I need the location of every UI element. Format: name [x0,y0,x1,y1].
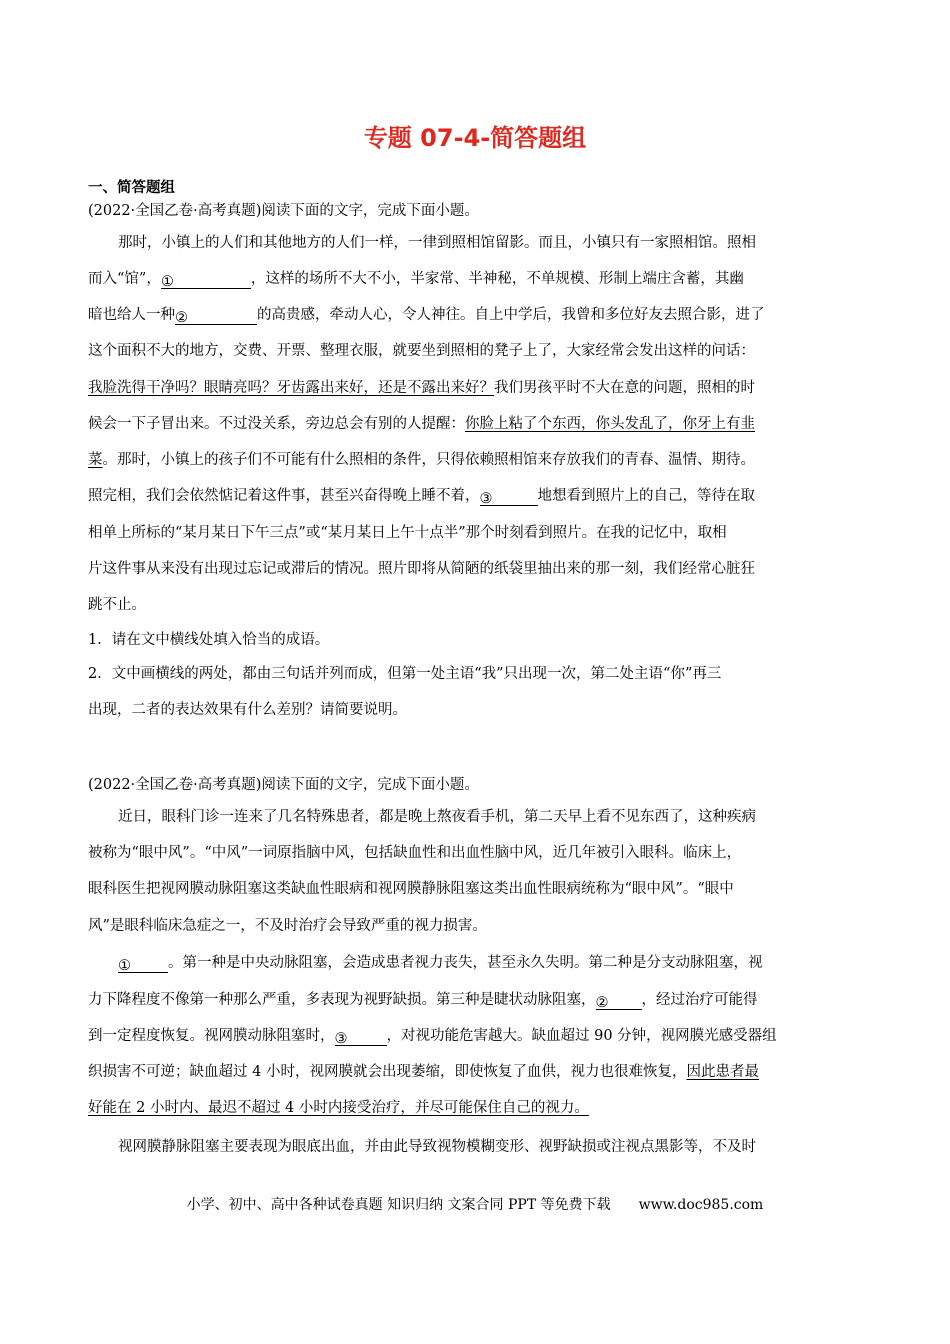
page-title: 专题 07-4-简答题组 [363,124,587,152]
answer-blank [118,956,168,973]
answer-blank [335,1029,387,1046]
underlined-text: 因此患者最 [686,1064,759,1080]
q1-paragraph-line: 这个面积不大的地方，交费、开票、整理衣服，就要坐到照相的凳子上了，大家经常会发出这样的问话： [88,343,755,359]
underlined-text: 你脸上粘了个东西，你头发乱了，你牙上有韭 [465,416,755,432]
text-segment: 而入“馆”， [88,271,161,287]
section-heading: 一、简答题组 [88,180,175,196]
text-segment: ，对视功能危害越大。缺血超过 90 分钟，视网膜光感受器组 [386,1028,777,1044]
q2-paragraph-line: 被称为“眼中风”。“中风”一词原指脑中风，包括缺血性和出血性脑中风，近几年被引入眼科。临床上， [88,845,742,861]
q2-paragraph-line [118,953,763,973]
text-segment: 地想看到照片上的自己，等待在取 [537,488,755,504]
footer-url[interactable]: www.doc985.com [638,1197,764,1213]
text-segment: 我们男孩平时不大在意的问题，照相的时 [494,380,755,396]
text-segment: ，经过治疗可能得 [641,992,758,1008]
q1-paragraph-line [88,414,755,434]
q1-paragraph-line: 跳不止。 [88,597,146,613]
blank-number: ③ [334,1031,348,1047]
underlined-text: 我脸洗得干净吗？眼睛亮吗？牙齿露出来好，还是不露出来好？ [88,380,494,396]
q1-paragraph-line [88,378,755,398]
text-segment: 到一定程度恢复。视网膜动脉阻塞时， [88,1028,335,1044]
q1-paragraph-line [88,305,765,325]
question-item-2-continued: 出现，二者的表达效果有什么差别？请简要说明。 [88,702,407,718]
text-segment: 的高贵感，牵动人心，令人神往。自上中学后，我曾和多位好友去照合影，进了 [257,307,765,323]
footer-text: 小学、初中、高中各种试卷真题 知识归纳 文案合同 PPT 等免费下载 [186,1197,611,1213]
answer-blank [175,308,257,325]
blank-number: ③ [479,491,493,507]
question-item-1: 1．请在文中横线处填入恰当的成语。 [88,632,330,648]
q2-paragraph-line [88,1026,777,1046]
q2-paragraph-line: 风”是眼科临床急症之一，不及时治疗会导致严重的视力损害。 [88,918,487,934]
text-segment: 。第一种是中央动脉阻塞，会造成患者视力丧失，甚至永久失明。第二种是分支动脉阻塞，视 [168,955,763,971]
q1-paragraph-line: 相单上所标的“某月某日下午三点”或“某月某日上午十点半”那个时刻看到照片。在我的记忆中，取相 [88,525,727,541]
q1-source: (2022·全国乙卷·高考真题)阅读下面的文字，完成下面小题。 [88,203,479,219]
blank-number: ① [160,274,174,290]
text-segment: 织损害不可逆；缺血超过 4 小时，视网膜就会出现萎缩，即使恢复了血供，视力也很难恢复， [88,1064,687,1080]
answer-blank [596,993,642,1010]
text-segment: ，这样的场所不大不小，半家常、半神秘，不单规模、形制上端庄含蓄，其幽 [250,271,744,287]
q2-paragraph-line: 视网膜静脉阻塞主要表现为眼底出血，并由此导致视物模糊变形、视野缺损或注视点黑影等，不及时 [118,1139,756,1155]
q2-paragraph-line [88,990,758,1010]
text-segment: 照完相，我们会依然惦记着这件事，甚至兴奋得晚上睡不着， [88,488,480,504]
q2-paragraph-line [88,1062,759,1082]
blank-number: ① [118,958,131,974]
underlined-text: 菜 [88,452,103,468]
q1-paragraph-line [88,486,755,506]
q1-paragraph-line: 片这件事从来没有出现过忘记或滞后的情况。照片即将从简陋的纸袋里抽出来的那一刻，我们经常心脏狂 [88,561,755,577]
page-footer [0,1194,950,1214]
q2-source: (2022·全国乙卷·高考真题)阅读下面的文字，完成下面小题。 [88,777,479,793]
q2-paragraph-line: 近日，眼科门诊一连来了几名特殊患者，都是晚上熬夜看手机，第二天早上看不见东西了，这种疾病 [118,809,756,825]
blank-number: ② [595,995,609,1011]
q1-paragraph-line [88,450,755,470]
q2-paragraph-line: 眼科医生把视网膜动脉阻塞这类缺血性眼病和视网膜静脉阻塞这类出血性眼病统称为“眼中风”。“眼中 [88,881,734,897]
underlined-text: 好能在 2 小时内、最迟不超过 4 小时内接受治疗，并尽可能保住自己的视力。 [88,1100,589,1116]
q1-paragraph-line [88,269,744,289]
question-item-2: 2．文中画横线的两处，都由三句话并列而成，但第一处主语“我”只出现一次，第二处主语“你”再三 [88,666,722,682]
text-segment: 暗也给人一种 [88,307,175,323]
text-segment: 候会一下子冒出来。不过没关系，旁边总会有别的人提醒： [88,416,465,432]
text-segment: 力下降程度不像第一种那么严重，多表现为视野缺损。第三种是睫状动脉阻塞， [88,992,596,1008]
answer-blank [161,272,251,289]
answer-blank [480,489,538,506]
text-segment: 。那时，小镇上的孩子们不可能有什么照相的条件，只得依赖照相馆来存放我们的青春、温情、期待。 [102,452,755,468]
blank-number: ② [175,310,188,326]
q2-paragraph-line [88,1098,589,1118]
q1-paragraph-line: 那时，小镇上的人们和其他地方的人们一样，一律到照相馆留影。而且，小镇只有一家照相馆。照相 [118,235,756,251]
